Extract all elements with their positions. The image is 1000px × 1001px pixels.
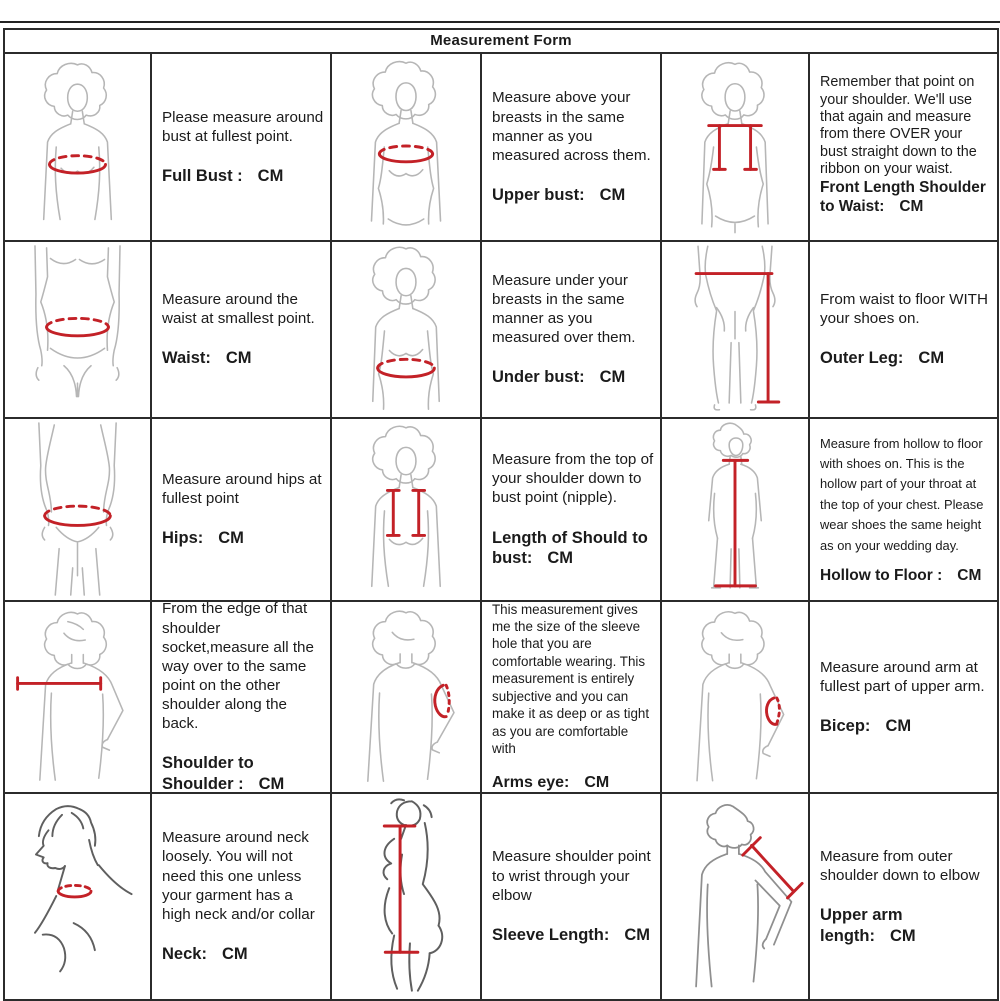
upper-bust-cell (482, 54, 662, 242)
arms-eye-illustration (333, 603, 479, 791)
under-bust-cell (482, 242, 662, 419)
hollow-to-floor-illustration (663, 420, 807, 599)
shoulder-to-shoulder-illustration (6, 603, 149, 791)
measurement-grid (5, 54, 997, 999)
front-length-cell (810, 54, 997, 242)
bicep-label: Bicep: CM (820, 716, 912, 735)
bicep-figure (662, 602, 810, 794)
bicep-instruction: Measure around arm at fullest part of upper arm. (820, 658, 985, 695)
waist-figure (5, 242, 152, 419)
full-bust-label: Full Bust : CM (162, 166, 284, 185)
front-length-instruction: Remember that point on your shoulder. We'll use that again and measure from there OVER your bust straight down to the ribbon on your waist. (820, 74, 977, 177)
under-bust-unit: CM (599, 368, 626, 387)
sleeve-length-cell (482, 794, 662, 999)
neck-instruction: Measure around neck loosely. You will not need this one unless your garment has a high neck and/or collar (162, 829, 315, 923)
waist-cell (152, 242, 332, 419)
sleeve-length-figure (332, 794, 482, 999)
neck-cell (152, 794, 332, 999)
shoulder-to-bust-illustration (333, 420, 479, 599)
under-bust-instruction: Measure under your breasts in the same manner as you measured over them. (492, 271, 636, 347)
arms-eye-label: Arms eye: CM (492, 774, 610, 792)
hollow-to-floor-instruction: Measure from hollow to floor with shoes on. This is the hollow part of your throat at the top of your chest. Please wear shoes the same height as on your wedding day. (820, 435, 984, 553)
waist-illustration (6, 243, 149, 416)
hips-illustration (6, 420, 149, 599)
measurement-form-table (3, 28, 999, 1001)
upper-arm-length-illustration (663, 795, 807, 998)
outer-leg-figure (662, 242, 810, 419)
upper-bust-figure (332, 54, 482, 242)
neck-unit: CM (221, 945, 248, 964)
shoulder-to-shoulder-cell (152, 602, 332, 794)
shoulder-to-bust-label: Length of Should to bust: CM (492, 528, 648, 568)
outer-leg-cell (810, 242, 997, 419)
neck-figure (5, 794, 152, 999)
upper-bust-illustration (333, 55, 479, 239)
sleeve-length-instruction: Measure shoulder point to wrist through your elbow (492, 848, 651, 904)
full-bust-figure (5, 54, 152, 242)
bicep-cell (810, 602, 997, 794)
hips-figure (5, 419, 152, 602)
under-bust-illustration (333, 243, 479, 416)
front-length-figure (662, 54, 810, 242)
full-bust-illustration (6, 55, 149, 239)
upper-arm-length-instruction: Measure from outer shoulder down to elbow (820, 847, 980, 884)
arms-eye-instruction: This measurement gives me the size of the sleeve hole that you are comfortable wearing. This measurement is entirely subjective and you can make it as deep or as tight as you are comfortable with (492, 602, 650, 756)
outer-leg-unit: CM (918, 349, 945, 368)
hips-label: Hips: CM (162, 529, 244, 548)
waist-instruction: Measure around the waist at smallest point. (162, 291, 315, 328)
front-length-unit: CM (899, 198, 924, 216)
hollow-to-floor-unit: CM (957, 566, 982, 584)
top-rule (0, 21, 1000, 23)
outer-leg-label: Outer Leg: CM (820, 349, 945, 368)
arms-eye-cell (482, 602, 662, 794)
shoulder-to-bust-figure (332, 419, 482, 602)
hips-cell (152, 419, 332, 602)
neck-illustration (6, 795, 149, 998)
arms-eye-figure (332, 602, 482, 794)
full-bust-instruction: Please measure around bust at fullest point. (162, 108, 324, 145)
upper-arm-length-unit: CM (890, 926, 916, 945)
waist-unit: CM (225, 349, 252, 368)
bicep-unit: CM (885, 716, 912, 735)
shoulder-to-shoulder-instruction: From the edge of that shoulder socket,measure all the way over to the same point on the other shoulder along the back. (162, 602, 314, 733)
arms-eye-unit: CM (584, 774, 610, 792)
form-title: Measurement Form (5, 30, 997, 54)
hollow-to-floor-figure (662, 419, 810, 602)
shoulder-to-bust-cell (482, 419, 662, 602)
shoulder-to-shoulder-unit: CM (258, 775, 285, 793)
upper-bust-instruction: Measure above your breasts in the same manner as you measured across them. (492, 89, 651, 164)
outer-leg-illustration (663, 243, 807, 416)
upper-bust-unit: CM (599, 185, 626, 204)
under-bust-figure (332, 242, 482, 419)
front-length-label: Front Length Shoulder to Waist: CM (820, 179, 986, 216)
upper-arm-length-label: Upper arm length: CM (820, 906, 916, 945)
hollow-to-floor-cell (810, 419, 997, 602)
hips-instruction: Measure around hips at fullest point (162, 471, 322, 508)
front-length-illustration (663, 55, 807, 239)
bicep-illustration (663, 603, 807, 791)
hollow-to-floor-label: Hollow to Floor : CM (820, 566, 982, 584)
full-bust-unit: CM (257, 166, 284, 185)
outer-leg-instruction: From waist to floor WITH your shoes on. (820, 291, 988, 328)
upper-arm-length-figure (662, 794, 810, 999)
shoulder-to-bust-instruction: Measure from the top of your shoulder down to bust point (nipple). (492, 451, 654, 507)
hips-unit: CM (218, 529, 244, 548)
neck-label: Neck: CM (162, 945, 248, 964)
under-bust-label: Under bust: CM (492, 368, 626, 387)
sleeve-length-illustration (333, 795, 479, 998)
sleeve-length-unit: CM (624, 925, 651, 944)
shoulder-to-shoulder-figure (5, 602, 152, 794)
upper-arm-length-cell (810, 794, 997, 999)
full-bust-cell (152, 54, 332, 242)
sleeve-length-label: Sleeve Length: CM (492, 925, 651, 944)
waist-label: Waist: CM (162, 349, 252, 368)
upper-bust-label: Upper bust: CM (492, 185, 626, 204)
shoulder-to-shoulder-label: Shoulder to Shoulder : CM (162, 754, 285, 793)
shoulder-to-bust-unit: CM (547, 549, 573, 568)
